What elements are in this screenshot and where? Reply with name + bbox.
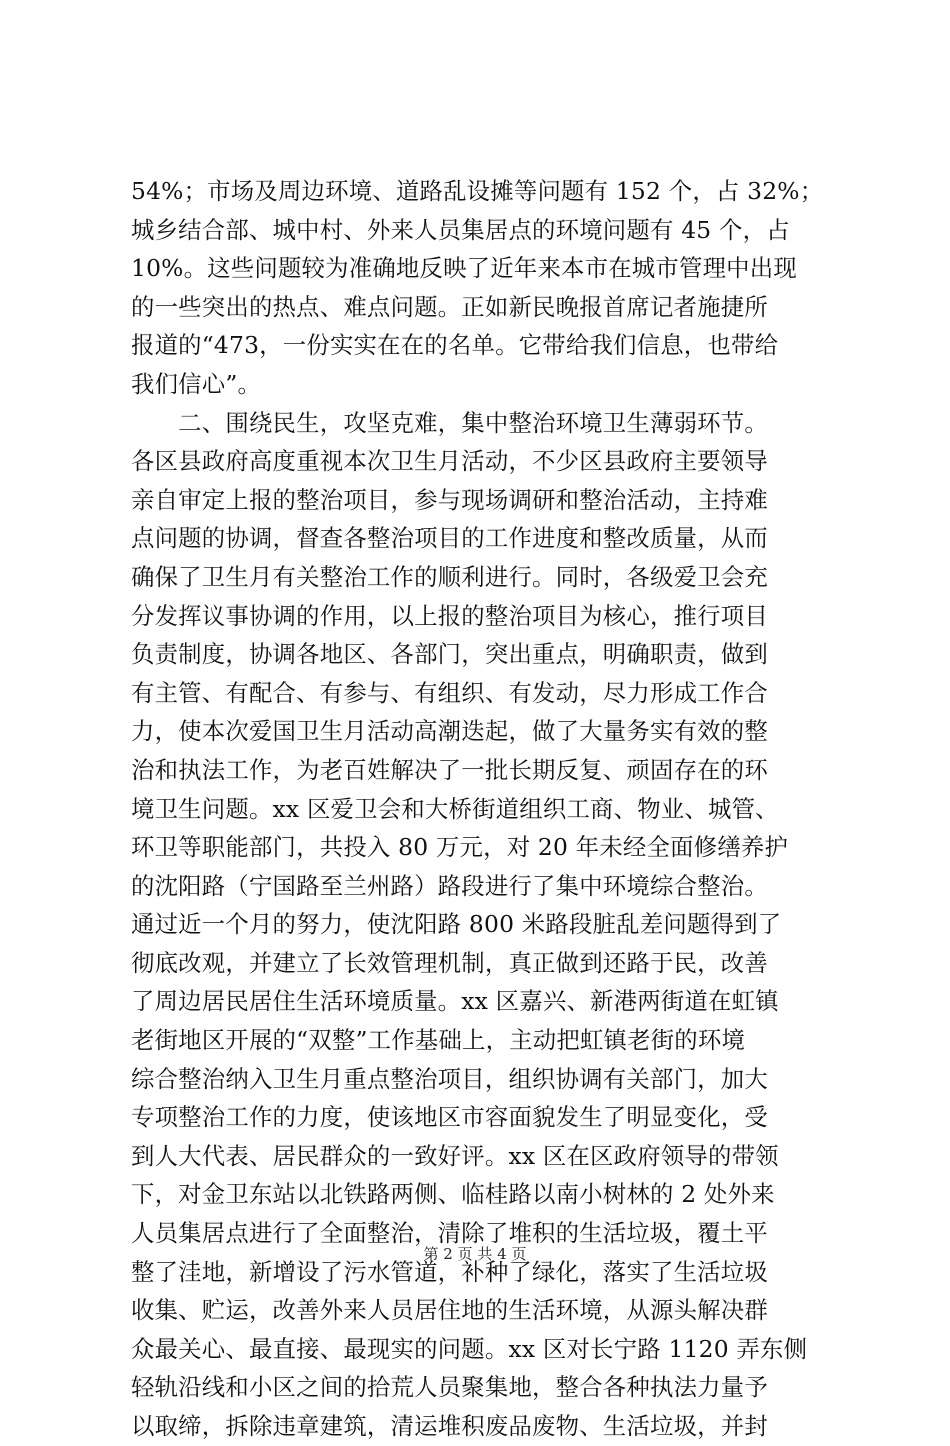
text-line: 的沈阳路（宁国路至兰州路）路段进行了集中环境综合整治。 — [131, 871, 768, 900]
text-line: 我们信心”。 — [131, 369, 262, 398]
text-line: 分发挥议事协调的作用，以上报的整治项目为核心，推行项目 — [131, 601, 768, 630]
text-line: 人员集居点进行了全面整治，清除了堆积的生活垃圾，覆土平 — [131, 1219, 768, 1248]
text-line: 的一些突出的热点、难点问题。正如新民晚报首席记者施捷所 — [131, 292, 768, 321]
text-line: 下，对金卫东站以北铁路两侧、临桂路以南小树林的 2 处外来 — [131, 1180, 775, 1209]
text-line: 彻底改观，并建立了长效管理机制，真正做到还路于民，改善 — [131, 948, 768, 977]
text-line: 通过近一个月的努力，使沈阳路 800 米路段脏乱差问题得到了 — [131, 910, 782, 939]
text-line: 54%；市场及周边环境、道路乱设摊等问题有 152 个，占 32%； — [131, 177, 824, 205]
text-line: 综合整治纳入卫生月重点整治项目，组织协调有关部门，加大 — [131, 1064, 768, 1093]
text-line: 力，使本次爱国卫生月活动高潮迭起，做了大量务实有效的整 — [131, 717, 768, 746]
text-line: 确保了卫生月有关整治工作的顺利进行。同时，各级爱卫会充 — [131, 562, 768, 591]
text-line: 亲自审定上报的整治项目，参与现场调研和整治活动，主持难 — [131, 485, 768, 514]
text-line: 境卫生问题。xx 区爱卫会和大桥街道组织工商、物业、城管、 — [131, 794, 779, 823]
page-number-footer: 第 2 页 共 4 页 — [423, 1245, 527, 1263]
text-line: 收集、贮运，改善外来人员居住地的生活环境，从源头解决群 — [131, 1296, 768, 1325]
text-line: 了周边居民居住生活环境质量。xx 区嘉兴、新港两街道在虹镇 — [131, 987, 779, 1016]
text-line: 有主管、有配合、有参与、有组织、有发动，尽力形成工作合 — [131, 678, 768, 707]
text-line: 点问题的协调，督查各整治项目的工作进度和整改质量，从而 — [131, 524, 768, 553]
text-line: 负责制度，协调各地区、各部门，突出重点，明确职责，做到 — [131, 640, 768, 669]
text-line: 轻轨沿线和小区之间的拾荒人员聚集地，整合各种执法力量予 — [131, 1373, 768, 1402]
text-line: 报道的“473，一份实实在在的名单。它带给我们信息，也带给 — [131, 331, 779, 360]
text-line: 10%。这些问题较为准确地反映了近年来本市在城市管理中出现 — [131, 254, 797, 283]
text-line: 以取缔，拆除违章建筑，清运堆积废品废物、生活垃圾，并封 — [131, 1412, 768, 1440]
text-line: 治和执法工作，为老百姓解决了一批长期反复、顽固存在的环 — [131, 755, 768, 784]
text-line: 老街地区开展的“双整”工作基础上，主动把虹镇老街的环境 — [131, 1026, 746, 1055]
text-line: 到人大代表、居民群众的一致好评。xx 区在区政府领导的带领 — [131, 1141, 779, 1170]
section-heading-line: 二、围绕民生，攻坚克难，集中整治环境卫生薄弱环节。 — [131, 408, 768, 437]
text-line: 环卫等职能部门，共投入 80 万元，对 20 年未经全面修缮养护 — [131, 833, 789, 862]
text-line: 专项整治工作的力度，使该地区市容面貌发生了明显变化，受 — [131, 1103, 768, 1132]
text-line: 整了洼地，新增设了污水管道，补种了绿化，落实了生活垃圾 — [131, 1257, 768, 1286]
text-line: 各区县政府高度重视本次卫生月活动，不少区县政府主要领导 — [131, 447, 768, 476]
text-line: 城乡结合部、城中村、外来人员集居点的环境问题有 45 个，占 — [131, 215, 790, 244]
text-line: 众最关心、最直接、最现实的问题。xx 区对长宁路 1120 弄东侧 — [131, 1334, 808, 1363]
